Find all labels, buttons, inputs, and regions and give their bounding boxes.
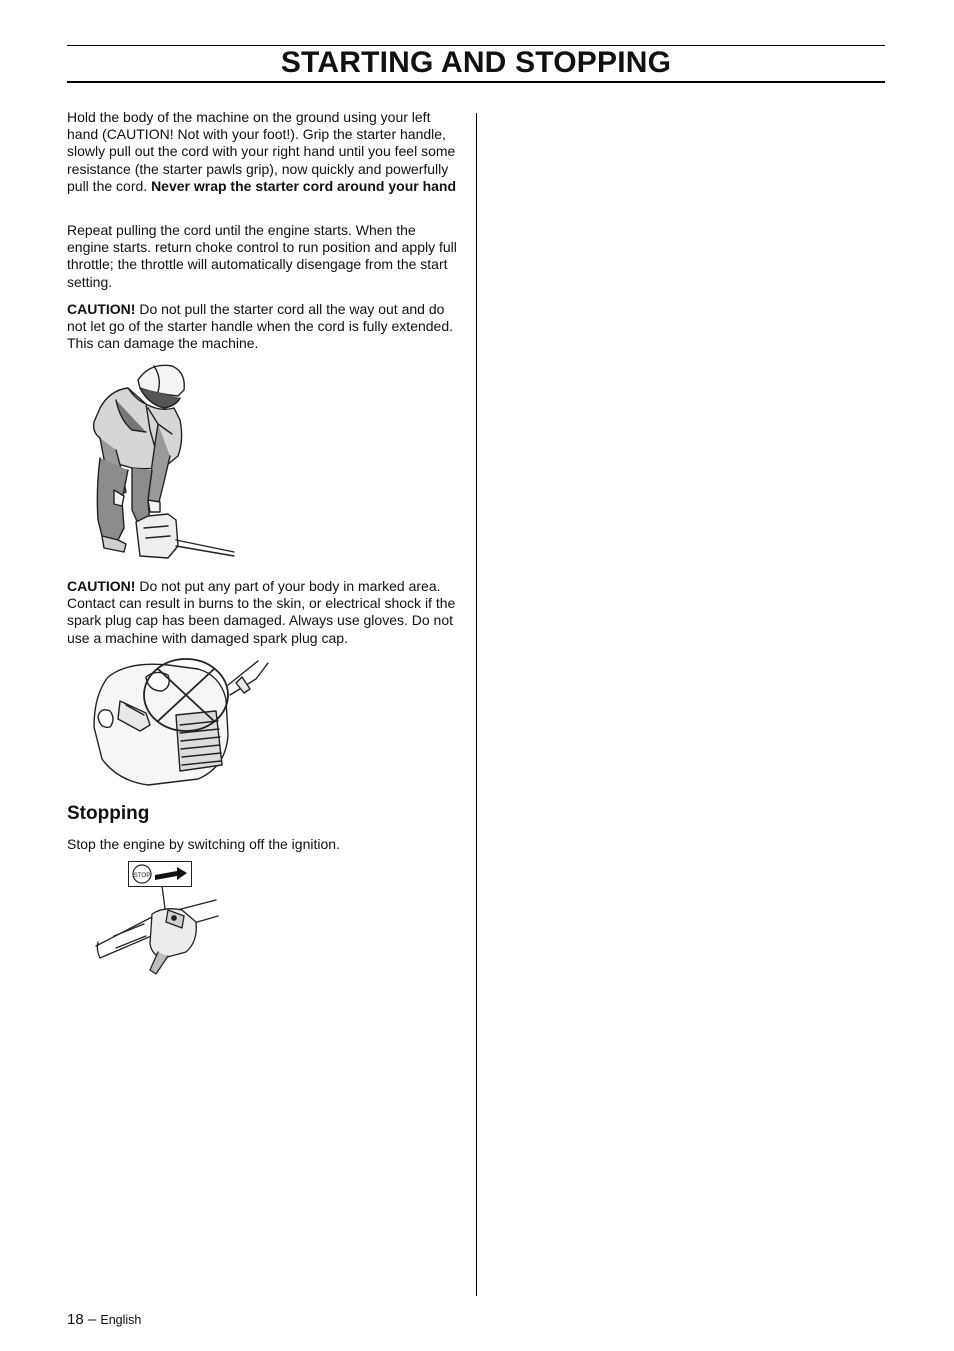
column-divider	[476, 113, 477, 1296]
caution-label: CAUTION!	[67, 301, 136, 317]
paragraph-caution-marked-area: CAUTION! Do not put any part of your body in marked area. Contact can result in burns to the skin, or electrical shock if the spark plug cap has been damaged. Always use gloves. Do not use a machine with damaged spark plug cap.	[67, 578, 456, 646]
footer-language: English	[100, 1313, 142, 1327]
stop-symbol-box	[128, 861, 192, 887]
engine-marked-area-illustration	[88, 655, 273, 790]
page-title: STARTING AND STOPPING	[280, 46, 672, 79]
paragraph-repeat-pulling: Repeat pulling the cord until the engine starts. When the engine starts. return choke control to run position and apply full throttle; the throttle will automatically disengage from the start setting.	[67, 222, 457, 290]
page-footer	[67, 1311, 141, 1329]
operator-starting-illustration	[88, 360, 238, 560]
paragraph-start-instructions: Hold the body of the machine on the ground using your left hand (CAUTION! Not with your foot!). Grip the starter handle, slowly pull out the cord with your right hand until you feel some resistance (the starter pawls grip), now quickly and powerfully pull the cord. Never wrap the starter cord around your hand	[67, 109, 457, 194]
stop-label: STOP	[133, 872, 151, 879]
footer-separator: –	[83, 1311, 101, 1328]
paragraph-caution-cord: CAUTION! Do not pull the starter cord all the way out and do not let go of the starter handle when the cord is fully extended. This can damage the machine.	[67, 301, 454, 352]
caution-label-2: CAUTION!	[67, 578, 136, 594]
page-number: 18	[67, 1311, 84, 1328]
header-bottom-rule	[67, 81, 885, 83]
stop-switch-illustration	[94, 886, 224, 978]
stopping-heading: Stopping	[67, 803, 150, 824]
paragraph-stopping: Stop the engine by switching off the ignition.	[67, 836, 340, 852]
stop-arrow-icon	[129, 862, 191, 886]
warning-text: Never wrap the starter cord around your hand	[151, 177, 457, 194]
